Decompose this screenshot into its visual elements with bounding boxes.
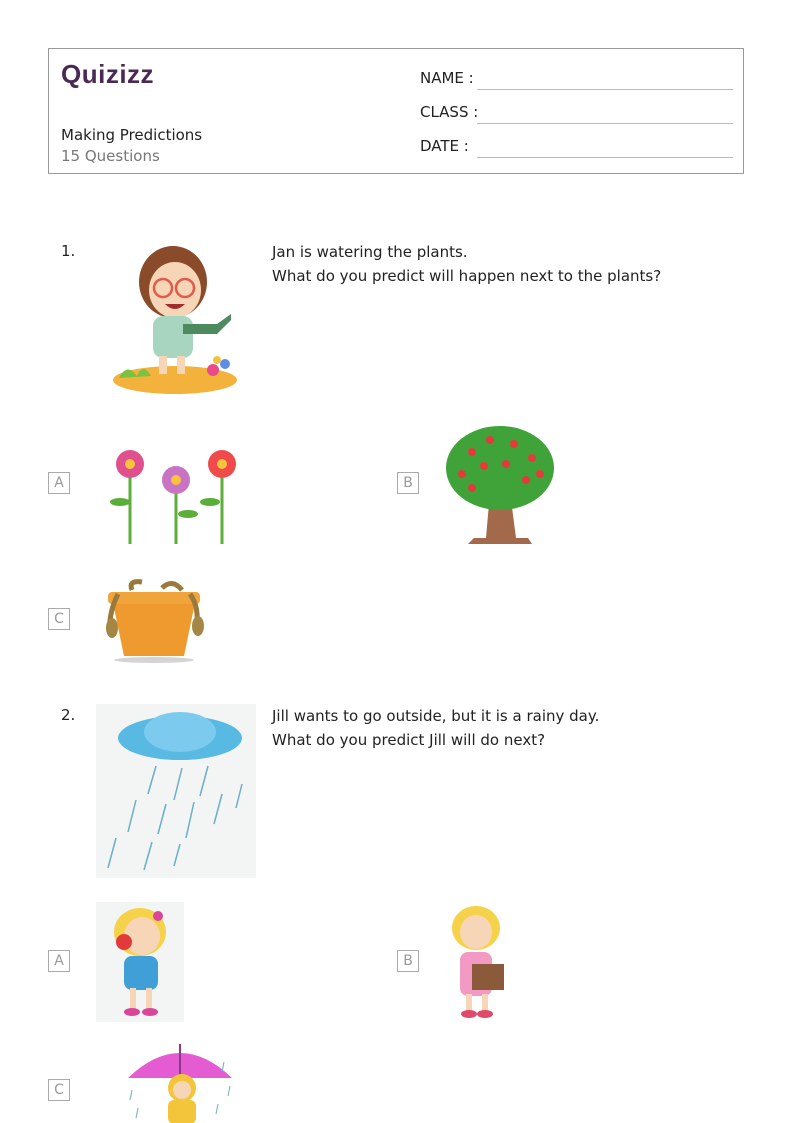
date-line[interactable]	[477, 157, 733, 158]
question-text	[272, 240, 661, 288]
question-line: Jill wants to go outside, but it is a rainy day.	[272, 707, 600, 725]
date-label: DATE :	[420, 137, 469, 155]
girl-reading-book-image	[444, 902, 512, 1022]
girl-watering-plants-image	[105, 240, 245, 398]
question-number: 1.	[61, 242, 76, 260]
question-line: What do you predict Jill will do next?	[272, 731, 546, 749]
girl-eating-apple-image	[96, 902, 184, 1022]
rain-cloud-image	[96, 704, 256, 878]
class-line[interactable]	[477, 123, 733, 124]
name-line[interactable]	[477, 89, 733, 90]
option-a-label[interactable]: A	[48, 950, 70, 972]
question-count: 15 Questions	[61, 147, 160, 165]
question-text	[272, 704, 599, 752]
class-label: CLASS :	[420, 103, 479, 121]
quizizz-logo: Quizizz	[61, 59, 155, 89]
option-a-label[interactable]: A	[48, 472, 70, 494]
apple-tree-image	[444, 422, 556, 544]
question-number: 2.	[61, 706, 76, 724]
worksheet-title: Making Predictions	[61, 126, 203, 144]
worksheet-header	[48, 48, 744, 174]
option-b-label[interactable]: B	[397, 950, 419, 972]
option-c-label[interactable]: C	[48, 1079, 70, 1101]
option-c-label[interactable]: C	[48, 608, 70, 630]
question-line: What do you predict will happen next to the plants?	[272, 267, 662, 285]
question-line: Jan is watering the plants.	[272, 243, 468, 261]
girl-with-umbrella-image	[124, 1042, 236, 1123]
wilted-plant-pot-image	[102, 576, 206, 664]
option-b-label[interactable]: B	[397, 472, 419, 494]
flowers-image	[104, 444, 244, 544]
name-label: NAME :	[420, 69, 474, 87]
